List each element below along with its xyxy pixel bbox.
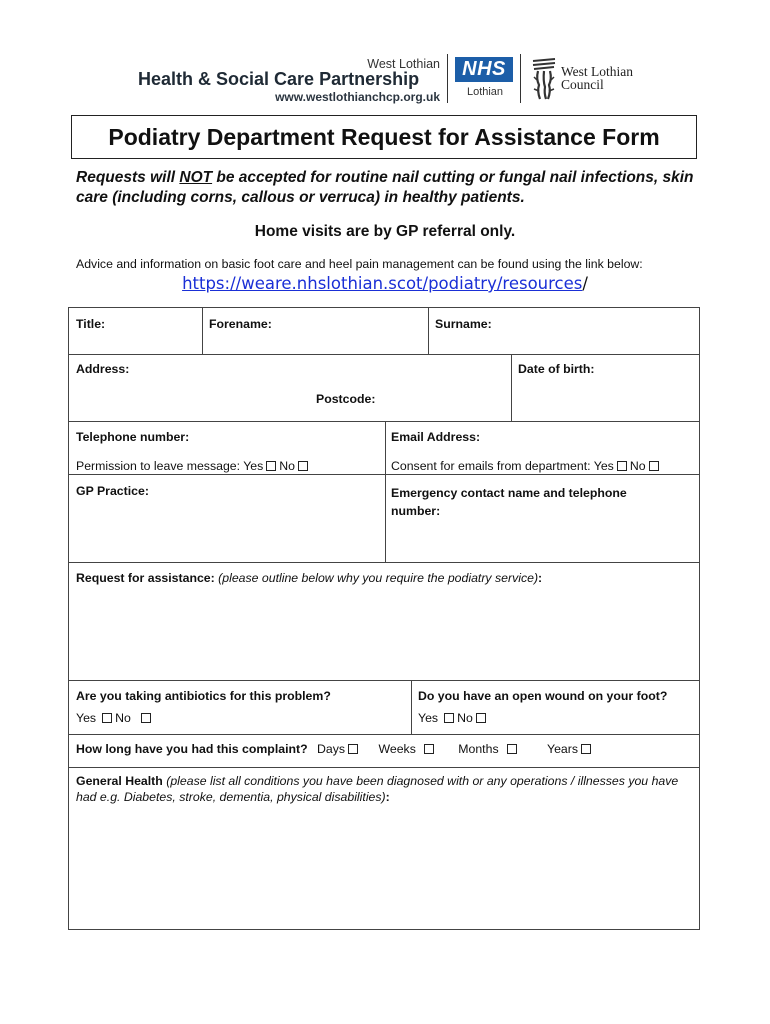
form-title-box <box>71 115 697 159</box>
row-divider <box>69 767 699 768</box>
antibiotics-no-checkbox[interactable] <box>141 713 151 723</box>
council-crest-icon <box>530 57 558 101</box>
permission-message-row <box>76 459 311 473</box>
antibiotics-yes-checkbox[interactable] <box>102 713 112 723</box>
council-name-line-2: Council <box>561 77 604 92</box>
warning-text-2: be accepted for routine nail cutting or fungal nail infections, skin care (including corns, callous or verruca) in healthy patients. <box>76 169 694 206</box>
email-consent-row <box>391 459 662 473</box>
col-divider <box>511 354 512 421</box>
hscp-top-text: West Lothian <box>367 57 440 71</box>
wound-yes-checkbox[interactable] <box>444 713 454 723</box>
nhs-logo-mark: NHS <box>455 57 513 82</box>
surname-field-label[interactable]: Surname: <box>435 317 492 331</box>
address-field-label[interactable]: Address: <box>76 362 130 376</box>
emergency-contact-field-label[interactable] <box>391 484 627 520</box>
open-wound-options <box>418 711 489 725</box>
forename-field-label[interactable]: Forename: <box>209 317 272 331</box>
nhs-logo-sub: Lothian <box>466 86 504 98</box>
col-divider <box>428 308 429 354</box>
wound-yes-text: Yes <box>418 711 439 725</box>
antibiotics-options <box>76 711 154 725</box>
request-colon: : <box>538 571 543 585</box>
antibiotics-question: Are you taking antibiotics for this problem? <box>76 689 331 703</box>
hscp-name: Health & Social Care Partnership <box>138 69 420 89</box>
title-field-label[interactable]: Title: <box>76 317 106 331</box>
antibiotics-no-text: No <box>115 711 131 725</box>
west-lothian-council-logo <box>530 57 650 103</box>
days-text: Days <box>317 742 346 756</box>
general-health-hint-2: have had e.g. Diabetes, stroke, dementia, physical disabilities) <box>76 774 679 804</box>
referral-warning <box>76 168 706 208</box>
wound-no-text: No <box>457 711 473 725</box>
row-divider <box>69 562 699 563</box>
dob-field-label[interactable]: Date of birth: <box>518 362 595 376</box>
request-hint: (please outline below why you require the podiatry service) <box>218 571 539 585</box>
general-health-hint-1: (please list all conditions you have been diagnosed with or any operations / illnesses you <box>166 774 649 788</box>
warning-not: NOT <box>179 169 213 186</box>
col-divider <box>202 308 203 354</box>
resources-link[interactable]: https://weare.nhslothian.scot/podiatry/resources <box>182 274 583 293</box>
general-health-colon: : <box>385 790 390 804</box>
consent-no-checkbox[interactable] <box>649 461 659 471</box>
email-field-label[interactable]: Email Address: <box>391 430 481 444</box>
months-checkbox[interactable] <box>507 744 517 754</box>
postcode-field-label[interactable]: Postcode: <box>316 392 376 406</box>
antibiotics-yes-text: Yes <box>76 711 97 725</box>
emergency-label-line-1: Emergency contact name and telephone <box>391 486 627 500</box>
consent-text: Consent for emails from department: Yes <box>391 459 614 473</box>
col-divider <box>385 421 386 562</box>
general-health-field-label[interactable] <box>76 773 691 805</box>
years-text: Years <box>547 742 579 756</box>
warning-text-1: Requests will <box>76 169 180 186</box>
row-divider <box>69 421 699 422</box>
hscp-logo <box>138 57 440 103</box>
wound-no-checkbox[interactable] <box>476 713 486 723</box>
row-divider <box>69 354 699 355</box>
years-checkbox[interactable] <box>581 744 591 754</box>
row-divider <box>69 474 699 475</box>
duration-question: How long have you had this complaint? <box>76 742 308 756</box>
row-divider <box>69 734 699 735</box>
gp-practice-field-label[interactable]: GP Practice: <box>76 484 149 498</box>
permission-yes-checkbox[interactable] <box>266 461 276 471</box>
logo-divider <box>520 54 521 103</box>
consent-yes-checkbox[interactable] <box>617 461 627 471</box>
telephone-field-label[interactable]: Telephone number: <box>76 430 190 444</box>
days-checkbox[interactable] <box>348 744 358 754</box>
open-wound-question: Do you have an open wound on your foot? <box>418 689 668 703</box>
general-health-label: General Health <box>76 774 163 788</box>
months-text: Months <box>458 742 499 756</box>
weeks-checkbox[interactable] <box>424 744 434 754</box>
council-name-line-1: West Lothian <box>561 64 634 79</box>
council-name <box>561 65 633 91</box>
request-label: Request for assistance: <box>76 571 215 585</box>
link-trailing-slash: / <box>582 274 588 293</box>
nhs-lothian-logo <box>455 57 515 103</box>
request-form <box>68 307 700 930</box>
emergency-label-line-2: number: <box>391 504 441 518</box>
logo-divider <box>447 54 448 103</box>
advice-text: Advice and information on basic foot care and heel pain management can be found using the link below: <box>76 257 643 271</box>
col-divider <box>411 680 412 734</box>
weeks-text: Weeks <box>378 742 416 756</box>
consent-no-text: No <box>629 459 646 473</box>
home-visits-note: Home visits are by GP referral only. <box>254 223 516 240</box>
permission-text: Permission to leave message: Yes <box>76 459 264 473</box>
permission-no-text: No <box>279 459 296 473</box>
request-assistance-field-label[interactable] <box>76 571 542 585</box>
permission-no-checkbox[interactable] <box>298 461 308 471</box>
row-divider <box>69 680 699 681</box>
resources-link-line <box>0 274 770 293</box>
hscp-url: www.westlothianchcp.org.uk <box>275 90 440 104</box>
complaint-duration-row <box>76 742 594 756</box>
form-title: Podiatry Department Request for Assistance Form <box>108 123 660 150</box>
